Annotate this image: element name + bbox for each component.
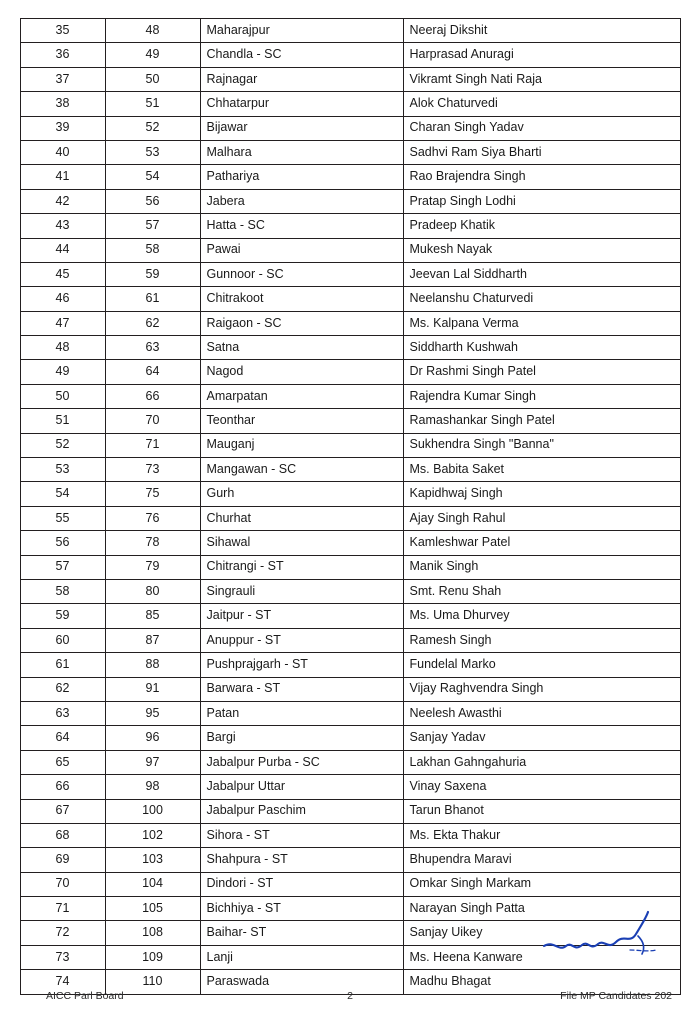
cell-constituency: Bargi <box>200 726 403 750</box>
cell-sno: 45 <box>20 262 105 286</box>
cell-candidate-name: Pradeep Khatik <box>403 214 680 238</box>
cell-candidate-name: Vijay Raghvendra Singh <box>403 677 680 701</box>
cell-constituency: Baihar- ST <box>200 921 403 945</box>
table-row <box>20 872 680 896</box>
cell-constituency: Pathariya <box>200 165 403 189</box>
table-row <box>20 214 680 238</box>
cell-constituency: Gunnoor - SC <box>200 262 403 286</box>
cell-sno: 47 <box>20 311 105 335</box>
cell-candidate-name: Sukhendra Singh "Banna" <box>403 433 680 457</box>
cell-candidate-name: Lakhan Gahngahuria <box>403 750 680 774</box>
cell-constituency: Chhatarpur <box>200 92 403 116</box>
cell-constituency: Raigaon - SC <box>200 311 403 335</box>
table-row <box>20 848 680 872</box>
cell-candidate-name: Ms. Babita Saket <box>403 458 680 482</box>
cell-constituency: Bichhiya - ST <box>200 897 403 921</box>
cell-sno: 50 <box>20 384 105 408</box>
cell-code: 48 <box>105 19 200 43</box>
cell-sno: 58 <box>20 579 105 603</box>
cell-candidate-name: Ms. Kalpana Verma <box>403 311 680 335</box>
cell-constituency: Anuppur - ST <box>200 628 403 652</box>
table-row <box>20 482 680 506</box>
cell-candidate-name: Ms. Heena Kanware <box>403 945 680 969</box>
cell-code: 61 <box>105 287 200 311</box>
table-row <box>20 531 680 555</box>
cell-constituency: Jabera <box>200 189 403 213</box>
cell-code: 105 <box>105 897 200 921</box>
cell-constituency: Mangawan - SC <box>200 458 403 482</box>
cell-constituency: Maharajpur <box>200 19 403 43</box>
table-row <box>20 287 680 311</box>
cell-code: 79 <box>105 555 200 579</box>
cell-code: 75 <box>105 482 200 506</box>
cell-code: 64 <box>105 360 200 384</box>
cell-candidate-name: Madhu Bhagat <box>403 970 680 994</box>
cell-sno: 60 <box>20 628 105 652</box>
cell-candidate-name: Ajay Singh Rahul <box>403 506 680 530</box>
cell-candidate-name: Charan Singh Yadav <box>403 116 680 140</box>
cell-sno: 54 <box>20 482 105 506</box>
candidates-table-body <box>20 19 680 995</box>
cell-candidate-name: Jeevan Lal Siddharth <box>403 262 680 286</box>
cell-constituency: Patan <box>200 701 403 725</box>
table-row <box>20 336 680 360</box>
cell-constituency: Dindori - ST <box>200 872 403 896</box>
cell-candidate-name: Narayan Singh Patta <box>403 897 680 921</box>
cell-candidate-name: Sanjay Yadav <box>403 726 680 750</box>
cell-sno: 68 <box>20 823 105 847</box>
table-row <box>20 750 680 774</box>
cell-constituency: Shahpura - ST <box>200 848 403 872</box>
table-row <box>20 165 680 189</box>
cell-sno: 52 <box>20 433 105 457</box>
cell-sno: 51 <box>20 409 105 433</box>
cell-constituency: Singrauli <box>200 579 403 603</box>
cell-candidate-name: Omkar Singh Markam <box>403 872 680 896</box>
table-row <box>20 140 680 164</box>
cell-code: 58 <box>105 238 200 262</box>
table-row <box>20 823 680 847</box>
cell-sno: 69 <box>20 848 105 872</box>
cell-constituency: Jabalpur Paschim <box>200 799 403 823</box>
cell-sno: 72 <box>20 921 105 945</box>
cell-candidate-name: Rao Brajendra Singh <box>403 165 680 189</box>
cell-sno: 49 <box>20 360 105 384</box>
table-row <box>20 506 680 530</box>
cell-sno: 56 <box>20 531 105 555</box>
cell-sno: 64 <box>20 726 105 750</box>
cell-candidate-name: Manik Singh <box>403 555 680 579</box>
cell-constituency: Jabalpur Purba - SC <box>200 750 403 774</box>
cell-candidate-name: Harprasad Anuragi <box>403 43 680 67</box>
cell-constituency: Sihawal <box>200 531 403 555</box>
cell-candidate-name: Tarun Bhanot <box>403 799 680 823</box>
cell-candidate-name: Ramesh Singh <box>403 628 680 652</box>
cell-constituency: Barwara - ST <box>200 677 403 701</box>
cell-sno: 55 <box>20 506 105 530</box>
footer-page-number: 2 <box>347 990 353 1002</box>
cell-sno: 66 <box>20 775 105 799</box>
cell-candidate-name: Smt. Renu Shah <box>403 579 680 603</box>
cell-sno: 67 <box>20 799 105 823</box>
cell-code: 100 <box>105 799 200 823</box>
cell-sno: 74 <box>20 970 105 994</box>
candidates-table <box>20 18 681 995</box>
cell-candidate-name: Sadhvi Ram Siya Bharti <box>403 140 680 164</box>
table-row <box>20 775 680 799</box>
cell-candidate-name: Mukesh Nayak <box>403 238 680 262</box>
cell-sno: 53 <box>20 458 105 482</box>
cell-sno: 62 <box>20 677 105 701</box>
cell-code: 62 <box>105 311 200 335</box>
cell-candidate-name: Rajendra Kumar Singh <box>403 384 680 408</box>
cell-sno: 48 <box>20 336 105 360</box>
cell-sno: 70 <box>20 872 105 896</box>
cell-constituency: Churhat <box>200 506 403 530</box>
cell-code: 71 <box>105 433 200 457</box>
cell-sno: 43 <box>20 214 105 238</box>
cell-candidate-name: Ms. Uma Dhurvey <box>403 604 680 628</box>
cell-constituency: Chitrakoot <box>200 287 403 311</box>
cell-constituency: Amarpatan <box>200 384 403 408</box>
cell-sno: 65 <box>20 750 105 774</box>
cell-code: 88 <box>105 653 200 677</box>
cell-constituency: Chitrangi - ST <box>200 555 403 579</box>
table-row <box>20 579 680 603</box>
cell-candidate-name: Fundelal Marko <box>403 653 680 677</box>
cell-candidate-name: Siddharth Kushwah <box>403 336 680 360</box>
table-row <box>20 384 680 408</box>
cell-sno: 71 <box>20 897 105 921</box>
table-row <box>20 799 680 823</box>
cell-constituency: Chandla - SC <box>200 43 403 67</box>
cell-code: 73 <box>105 458 200 482</box>
cell-code: 108 <box>105 921 200 945</box>
cell-constituency: Sihora - ST <box>200 823 403 847</box>
table-row <box>20 701 680 725</box>
table-row <box>20 189 680 213</box>
cell-candidate-name: Sanjay Uikey <box>403 921 680 945</box>
cell-code: 97 <box>105 750 200 774</box>
cell-code: 49 <box>105 43 200 67</box>
cell-candidate-name: Neelanshu Chaturvedi <box>403 287 680 311</box>
footer-left-text: AICC Parl Board <box>46 990 124 1002</box>
cell-candidate-name: Kamleshwar Patel <box>403 531 680 555</box>
table-row <box>20 921 680 945</box>
cell-sno: 37 <box>20 67 105 91</box>
cell-sno: 61 <box>20 653 105 677</box>
table-row <box>20 604 680 628</box>
cell-constituency: Nagod <box>200 360 403 384</box>
cell-constituency: Pushprajgarh - ST <box>200 653 403 677</box>
table-row <box>20 555 680 579</box>
cell-candidate-name: Neelesh Awasthi <box>403 701 680 725</box>
cell-code: 63 <box>105 336 200 360</box>
table-row <box>20 458 680 482</box>
cell-code: 50 <box>105 67 200 91</box>
table-row <box>20 19 680 43</box>
table-row <box>20 897 680 921</box>
cell-constituency: Paraswada <box>200 970 403 994</box>
cell-candidate-name: Ms. Ekta Thakur <box>403 823 680 847</box>
cell-code: 85 <box>105 604 200 628</box>
cell-code: 87 <box>105 628 200 652</box>
cell-code: 104 <box>105 872 200 896</box>
table-row <box>20 67 680 91</box>
cell-sno: 42 <box>20 189 105 213</box>
cell-code: 56 <box>105 189 200 213</box>
cell-candidate-name: Alok Chaturvedi <box>403 92 680 116</box>
cell-sno: 39 <box>20 116 105 140</box>
table-row <box>20 262 680 286</box>
cell-sno: 41 <box>20 165 105 189</box>
cell-constituency: Mauganj <box>200 433 403 457</box>
cell-constituency: Teonthar <box>200 409 403 433</box>
table-row <box>20 238 680 262</box>
cell-candidate-name: Dr Rashmi Singh Patel <box>403 360 680 384</box>
cell-code: 95 <box>105 701 200 725</box>
cell-constituency: Lanji <box>200 945 403 969</box>
cell-constituency: Jabalpur Uttar <box>200 775 403 799</box>
cell-sno: 35 <box>20 19 105 43</box>
page-footer <box>0 990 700 1002</box>
footer-right-text: File MP Candidates 202 <box>560 990 672 1002</box>
cell-code: 98 <box>105 775 200 799</box>
table-row <box>20 360 680 384</box>
table-row <box>20 409 680 433</box>
table-row <box>20 628 680 652</box>
cell-code: 70 <box>105 409 200 433</box>
table-row <box>20 92 680 116</box>
cell-code: 57 <box>105 214 200 238</box>
table-row <box>20 653 680 677</box>
cell-constituency: Malhara <box>200 140 403 164</box>
cell-constituency: Satna <box>200 336 403 360</box>
cell-code: 54 <box>105 165 200 189</box>
table-row <box>20 433 680 457</box>
cell-constituency: Pawai <box>200 238 403 262</box>
cell-candidate-name: Vikramt Singh Nati Raja <box>403 67 680 91</box>
cell-candidate-name: Pratap Singh Lodhi <box>403 189 680 213</box>
cell-code: 52 <box>105 116 200 140</box>
cell-constituency: Bijawar <box>200 116 403 140</box>
cell-sno: 38 <box>20 92 105 116</box>
cell-candidate-name: Neeraj Dikshit <box>403 19 680 43</box>
cell-code: 66 <box>105 384 200 408</box>
cell-code: 76 <box>105 506 200 530</box>
cell-code: 96 <box>105 726 200 750</box>
cell-constituency: Hatta - SC <box>200 214 403 238</box>
table-row <box>20 677 680 701</box>
cell-constituency: Jaitpur - ST <box>200 604 403 628</box>
table-row <box>20 311 680 335</box>
cell-code: 110 <box>105 970 200 994</box>
cell-code: 91 <box>105 677 200 701</box>
cell-sno: 59 <box>20 604 105 628</box>
cell-candidate-name: Vinay Saxena <box>403 775 680 799</box>
table-row <box>20 945 680 969</box>
cell-candidate-name: Bhupendra Maravi <box>403 848 680 872</box>
cell-code: 80 <box>105 579 200 603</box>
table-row <box>20 43 680 67</box>
cell-sno: 36 <box>20 43 105 67</box>
cell-sno: 44 <box>20 238 105 262</box>
cell-code: 59 <box>105 262 200 286</box>
table-row <box>20 726 680 750</box>
cell-sno: 40 <box>20 140 105 164</box>
cell-candidate-name: Ramashankar Singh Patel <box>403 409 680 433</box>
cell-sno: 73 <box>20 945 105 969</box>
cell-code: 51 <box>105 92 200 116</box>
cell-sno: 57 <box>20 555 105 579</box>
cell-code: 102 <box>105 823 200 847</box>
table-row <box>20 116 680 140</box>
cell-candidate-name: Kapidhwaj Singh <box>403 482 680 506</box>
cell-code: 103 <box>105 848 200 872</box>
cell-constituency: Gurh <box>200 482 403 506</box>
cell-sno: 46 <box>20 287 105 311</box>
cell-code: 109 <box>105 945 200 969</box>
cell-sno: 63 <box>20 701 105 725</box>
cell-constituency: Rajnagar <box>200 67 403 91</box>
cell-code: 78 <box>105 531 200 555</box>
cell-code: 53 <box>105 140 200 164</box>
